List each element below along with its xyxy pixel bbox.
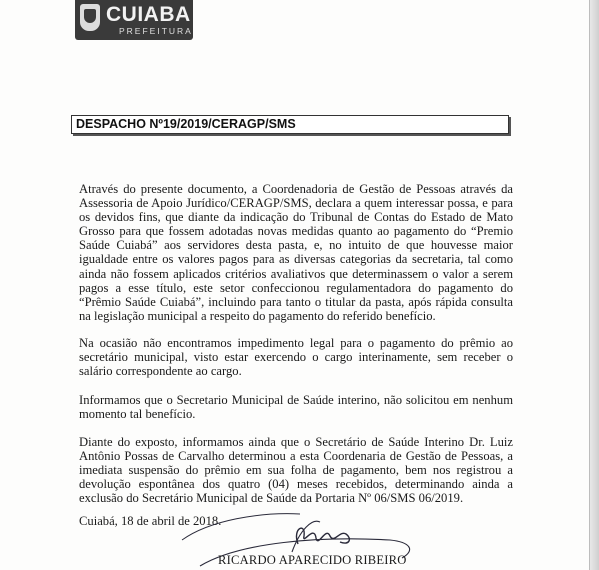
signer-name: RICARDO APARECIDO RIBEIRO bbox=[218, 553, 407, 567]
paragraph-1: Através do presente documento, a Coordenadoria de Gestão de Pessoas através da Assessoria de Apoio Jurídico/CERAGP/SMS, declara a quem interessar possa, e para os devidos fins, que diante da indicação do Tribunal de Contas do Estado de Mato Grosso para que fossem adotadas novas medidas quanto ao pagamento do “Premio Saúde Cuiabá” aos servidores desta pasta, e, no intuito de que houvesse maior igualdade entre os valores pagos para as diversas categorias da secretaria, tal como ainda não fossem aplicados critérios avaliativos que determinassem o valor a serem pagos a esse título, este setor confeccionou regulamentadora do pagamento do “Prêmio Saúde Cuiabá”, incluindo para tanto o titular da pasta, após rápida consulta na legislação municipal a respeito do pagamento do referido benefício. bbox=[79, 182, 513, 323]
document-title-box bbox=[71, 115, 509, 134]
logo-subtitle: PREFEITURA bbox=[119, 26, 193, 36]
logo-city-name: CUIABA bbox=[106, 3, 191, 26]
city-seal-icon bbox=[80, 4, 100, 31]
document-title: DESPACHO Nº19/2019/CERAGP/SMS bbox=[76, 117, 296, 131]
paragraph-3: Informamos que o Secretario Municipal de Saúde interino, não solicitou em nenhum momento tal benefício. bbox=[79, 393, 513, 422]
paragraph-4: Diante do exposto, informamos ainda que o Secretário de Saúde Interino Dr. Luiz Antônio Possas de Carvalho determinou a esta Coordenaria de Gestão de Pessoas, a imediata suspensão do prêmio em sua folha de pagamento, bem nos registrou a devolução espontânea dos quatro (04) meses recebidos, determinando ainda a exclusão do Secretário Municipal de Saúde da Portaria Nº 06/SMS 06/2019. bbox=[79, 435, 513, 506]
page-edge bbox=[589, 0, 599, 570]
paragraph-2: Na ocasião não encontramos impedimento legal para o pagamento do prêmio ao secretário municipal, visto estar exercendo o cargo interinamente, sem receber o salário correspondente ao cargo. bbox=[79, 336, 513, 379]
prefeitura-logo bbox=[75, 0, 193, 40]
document-date: Cuiabá, 18 de abril de 2018. bbox=[79, 514, 222, 528]
